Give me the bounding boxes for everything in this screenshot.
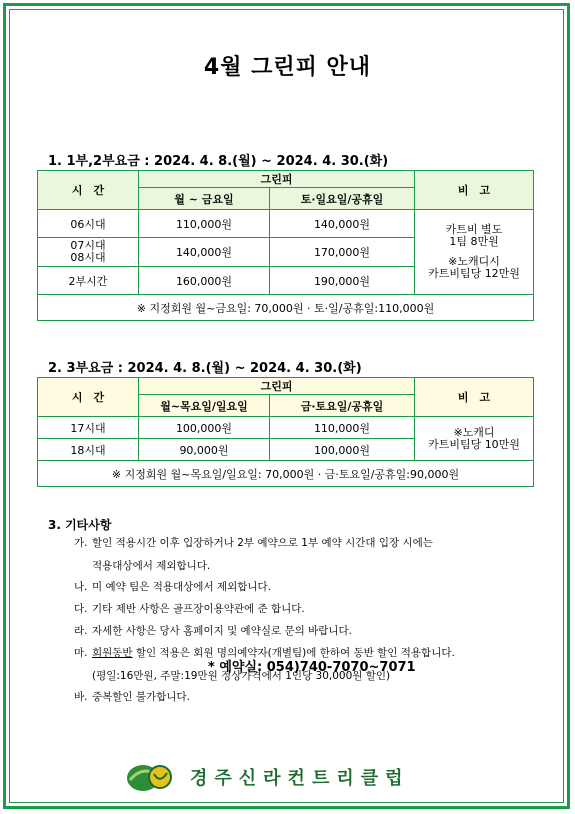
col-time: 시 간 (38, 171, 139, 210)
row-weekend-fee: 170,000원 (270, 238, 415, 267)
row-weekday-fee: 100,000원 (139, 417, 270, 439)
col-weekday: 월 ~ 금요일 (139, 188, 270, 210)
section1-table (37, 170, 534, 321)
col-note: 비 고 (415, 378, 534, 417)
section1-note: 카트비 별도 1팀 8만원 ※노캐디시 카트비팀당 12만원 (415, 210, 534, 295)
col-greenfee: 그린피 (139, 378, 415, 395)
col-note: 비 고 (415, 171, 534, 210)
row-time: 18시대 (38, 439, 139, 461)
row-weekday-fee: 160,000원 (139, 267, 270, 295)
row-weekday-fee: 90,000원 (139, 439, 270, 461)
list-item: 바. 중복할인 불가합니다. (74, 691, 190, 703)
section1-heading: 1. 1부,2부요금 : 2024. 4. 8.(월) ~ 2024. 4. 30.(화) (48, 154, 389, 169)
row-weekend-fee: 190,000원 (270, 267, 415, 295)
list-item: 가. 할인 적용시간 이후 입장하거나 2부 예약으로 1부 예약 시간대 입장 시에는 (74, 537, 433, 549)
row-time: 2부시간 (38, 267, 139, 295)
club-name: 경주신라컨트리클럽 (190, 768, 410, 789)
page-title: 4월 그린피 안내 (203, 55, 372, 80)
row-weekday-fee: 110,000원 (139, 210, 270, 238)
row-weekday-fee: 140,000원 (139, 238, 270, 267)
col-time: 시 간 (38, 378, 139, 417)
section2-table (37, 377, 534, 487)
member-note: ※ 지정회원 월~목요일/일요일: 70,000원 · 금·토요일/공휴일:90,000원 (38, 461, 534, 487)
col-weekend: 토·일요일/공휴일 (270, 188, 415, 210)
list-item: 다. 기타 제반 사항은 골프장이용약관에 준 합니다. (74, 603, 305, 615)
row-time: 17시대 (38, 417, 139, 439)
list-item-continued: (평일:16만원, 주말:19만원 정상가격에서 1인당 30,000원 할인) (92, 670, 391, 682)
list-item: 라. 자세한 사항은 당사 홈페이지 및 예약실로 문의 바랍니다. (74, 625, 352, 637)
section2-heading: 2. 3부요금 : 2024. 4. 8.(월) ~ 2024. 4. 30.(화) (48, 361, 362, 376)
col-weekend: 금·토요일/공휴일 (270, 395, 415, 417)
row-time: 06시대 (38, 210, 139, 238)
list-item-continued: 적용대상에서 제외합니다. (92, 560, 211, 572)
row-time: 07시대 08시대 (38, 238, 139, 267)
section2-note: ※노캐디 카트비팀당 10만원 (415, 417, 534, 461)
club-footer (126, 760, 410, 794)
reservation-contact: * 예약실: 054)740-7070~7071 (208, 660, 416, 675)
col-weekday: 월~목요일/일요일 (139, 395, 270, 417)
section3-heading: 3. 기타사항 (48, 518, 112, 532)
list-item: 마. 회원동반 할인 적용은 회원 명의예약자(개별팀)에 한하여 동반 할인 적용합니다. (74, 647, 455, 659)
row-weekend-fee: 100,000원 (270, 439, 415, 461)
section3-list (74, 536, 544, 712)
row-weekend-fee: 140,000원 (270, 210, 415, 238)
member-note: ※ 지정회원 월~금요일: 70,000원 · 토·일/공휴일:110,000원 (38, 295, 534, 321)
row-weekend-fee: 110,000원 (270, 417, 415, 439)
col-greenfee: 그린피 (139, 171, 415, 188)
list-item: 나. 미 예약 팀은 적용대상에서 제외합니다. (74, 581, 271, 593)
club-logo-icon (126, 760, 176, 794)
